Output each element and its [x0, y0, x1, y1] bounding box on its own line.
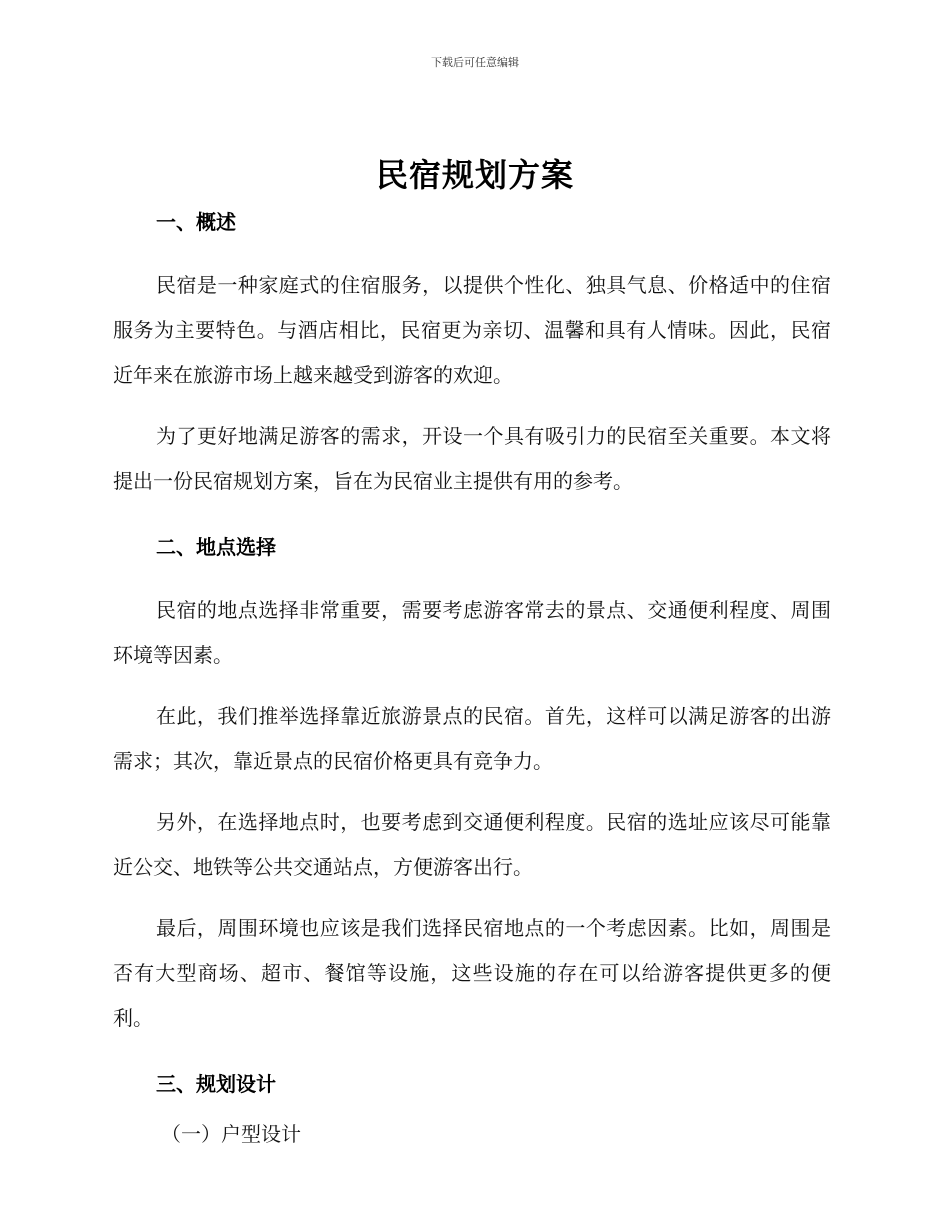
document-body	[113, 205, 831, 1151]
section-heading-overview: 一、概述	[156, 210, 236, 234]
paragraph: 民宿是一种家庭式的住宿服务，以提供个性化、独具气息、价格适中的住宿服务为主要特色。与酒店相比，民宿更为亲切、温馨和具有人情味。因此，民宿近年来在旅游市场上越来越受到游客的欢迎。	[113, 273, 831, 387]
subsection-heading-layout: （一）户型设计	[161, 1122, 301, 1146]
header-note: 下载后可任意编辑	[431, 56, 519, 69]
section-heading-planning: 三、规划设计	[156, 1072, 276, 1096]
paragraph: 最后，周围环境也应该是我们选择民宿地点的一个考虑因素。比如，周围是否有大型商场、超市、餐馆等设施，这些设施的存在可以给游客提供更多的便利。	[113, 916, 831, 1030]
paragraph: 在此，我们推举选择靠近旅游景点的民宿。首先，这样可以满足游客的出游需求；其次，靠近景点的民宿价格更具有竞争力。	[113, 704, 831, 773]
section-heading-location: 二、地点选择	[156, 535, 276, 559]
document-title: 民宿规划方案	[375, 156, 574, 194]
paragraph: 为了更好地满足游客的需求，开设一个具有吸引力的民宿至关重要。本文将提出一份民宿规划方案，旨在为民宿业主提供有用的参考。	[113, 424, 831, 493]
paragraph: 另外，在选择地点时，也要考虑到交通便利程度。民宿的选址应该尽可能靠近公交、地铁等公共交通站点，方便游客出行。	[113, 810, 831, 879]
paragraph: 民宿的地点选择非常重要，需要考虑游客常去的景点、交通便利程度、周围环境等因素。	[113, 598, 831, 667]
